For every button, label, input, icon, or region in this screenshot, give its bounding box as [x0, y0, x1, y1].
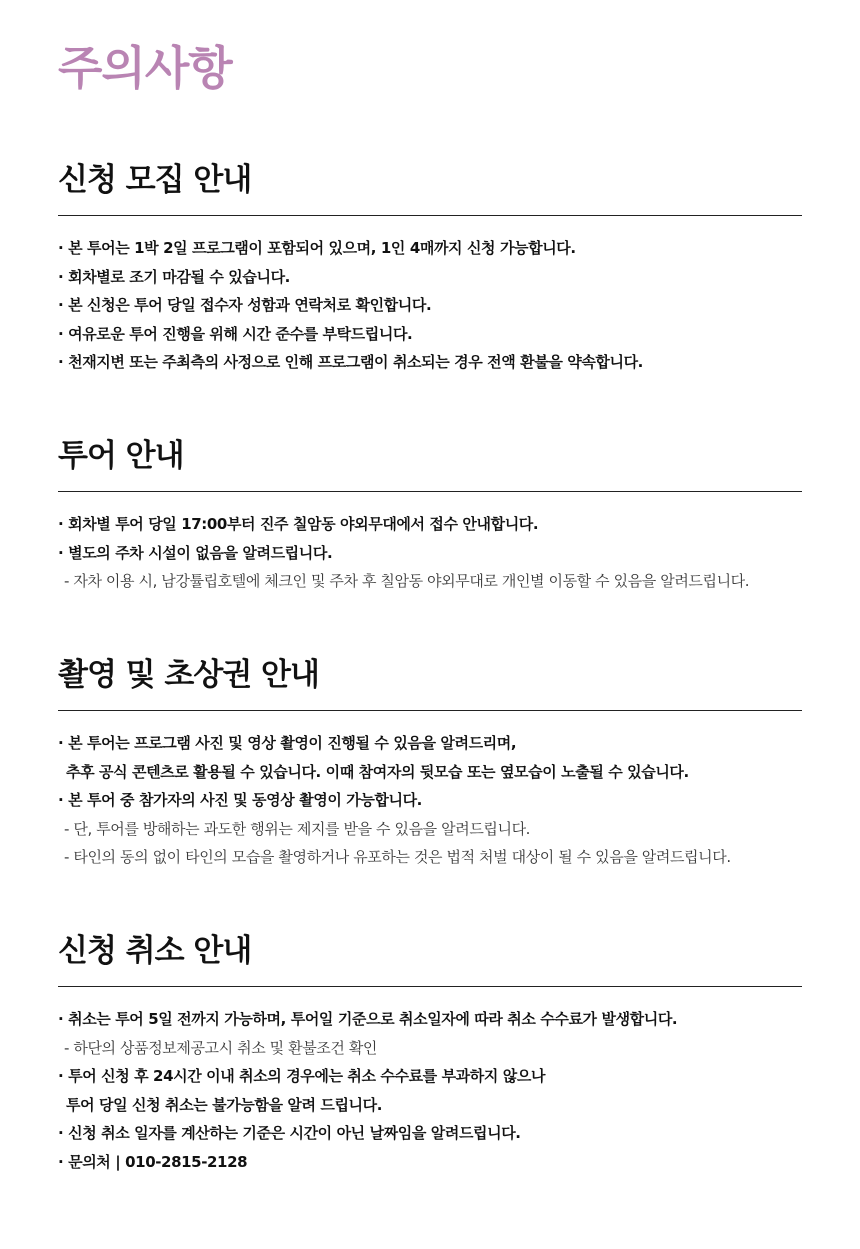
- notice-item: · 회차별로 조기 마감될 수 있습니다.: [58, 267, 290, 286]
- section-heading: 촬영 및 초상권 안내: [58, 657, 319, 693]
- notice-item-continuation: 투어 당일 신청 취소는 불가능함을 알려 드립니다.: [66, 1095, 383, 1114]
- notice-item: · 취소는 투어 5일 전까지 가능하며, 투어일 기준으로 취소일자에 따라 취소 수수료가 발생합니다.: [58, 1010, 678, 1028]
- section-divider: [58, 491, 802, 492]
- section-divider: [58, 710, 802, 711]
- contact-info: · 문의처 | 010-2815-2128: [58, 1152, 248, 1171]
- notice-item: · 투어 신청 후 24시간 이내 취소의 경우에는 취소 수수료를 부과하지 않으나: [58, 1067, 546, 1085]
- notice-sub-item: - 타인의 동의 없이 타인의 모습을 촬영하거나 유포하는 것은 법적 처벌 대상이 될 수 있음을 알려드립니다.: [64, 848, 731, 866]
- section-photography-portrait-rights: [58, 655, 802, 872]
- section-divider: [58, 215, 802, 216]
- notice-item: · 본 투어는 1박 2일 프로그램이 포함되어 있으며, 1인 4매까지 신청 가능합니다.: [58, 239, 576, 257]
- notice-item: · 본 투어 중 참가자의 사진 및 동영상 촬영이 가능합니다.: [58, 791, 422, 809]
- notice-list: [58, 729, 802, 872]
- section-tour-guide: [58, 436, 802, 596]
- notice-item: · 회차별 투어 당일 17:00부터 진주 칠암동 야외무대에서 접수 안내합니다.: [58, 515, 539, 533]
- notice-item: · 본 투어는 프로그램 사진 및 영상 촬영이 진행될 수 있음을 알려드리며,: [58, 734, 517, 752]
- notice-sub-item: - 단, 투어를 방해하는 과도한 행위는 제지를 받을 수 있음을 알려드립니다.: [64, 819, 531, 838]
- notice-item: · 별도의 주차 시설이 없음을 알려드립니다.: [58, 543, 333, 562]
- section-cancellation: [58, 931, 802, 1176]
- notice-sub-item: - 하단의 상품정보제공고시 취소 및 환불조건 확인: [64, 1038, 378, 1057]
- notice-list: [58, 1005, 802, 1176]
- section-heading: 신청 모집 안내: [58, 162, 252, 198]
- section-divider: [58, 986, 802, 987]
- notice-list: [58, 510, 802, 596]
- section-application-recruitment: [58, 160, 802, 377]
- page-title: 주의사항: [58, 41, 232, 95]
- notice-item: · 여유로운 투어 진행을 위해 시간 준수를 부탁드립니다.: [58, 324, 413, 343]
- notice-item: · 천재지변 또는 주최측의 사정으로 인해 프로그램이 취소되는 경우 전액 환불을 약속합니다.: [58, 353, 643, 371]
- notice-sub-item: - 자차 이용 시, 남강튤립호텔에 체크인 및 주차 후 칠암동 야외무대로 개인별 이동할 수 있음을 알려드립니다.: [64, 572, 750, 590]
- section-heading: 신청 취소 안내: [58, 933, 252, 969]
- notice-item-continuation: 추후 공식 콘텐츠로 활용될 수 있습니다. 이때 참여자의 뒷모습 또는 옆모습이 노출될 수 있습니다.: [66, 762, 689, 781]
- notice-item: · 본 신청은 투어 당일 접수자 성함과 연락처로 확인합니다.: [58, 296, 432, 314]
- notice-item: · 신청 취소 일자를 계산하는 기준은 시간이 아닌 날짜임을 알려드립니다.: [58, 1124, 521, 1142]
- section-heading: 투어 안내: [58, 438, 184, 474]
- notice-list: [58, 234, 802, 377]
